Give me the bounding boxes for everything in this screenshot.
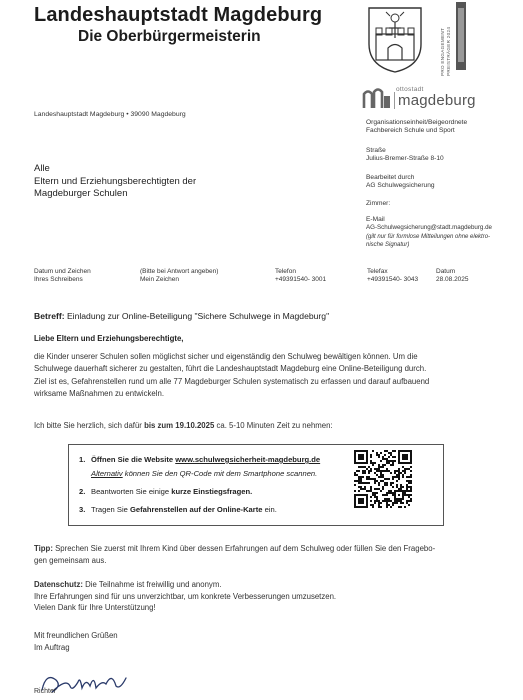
ref-label: Telefax (367, 268, 388, 275)
subject-label: Betreff: (34, 311, 65, 321)
request-line (34, 420, 496, 432)
city-crest-icon (366, 4, 424, 74)
closing-block (34, 630, 504, 653)
website-link[interactable]: www.schulwegsicherheit-magdeburg.de (175, 455, 321, 464)
date-value: 28.08.2025 (436, 276, 469, 284)
street-block (366, 147, 516, 164)
step-2 (79, 487, 252, 497)
ref-label: (Bitte bei Antwort angeben) (140, 268, 219, 275)
subject-text: Einladung zur Online-Beteiligung "Sichere Schulwege in Magdeburg" (64, 311, 330, 321)
step-text: können Sie den QR-Code mit dem Smartphone scannen. (122, 469, 318, 478)
ref-col-mine (140, 268, 218, 285)
thanks-text: Vielen Dank für Ihre Unterstützung! (34, 603, 156, 612)
instruction-box (68, 444, 444, 526)
prize-badge (440, 2, 470, 76)
email-note: (gilt nur für formlose Mitteilungen ohne elektro- (366, 233, 491, 240)
body-line: Schulwege dauerhaft sicherer zu gestalten, führt die Landeshauptstadt Magdeburg eine Online-Beteiligung durch. (34, 364, 427, 374)
recipient-line: Eltern und Erziehungsberechtigten der (34, 175, 197, 187)
step-text: Beantworten Sie einige (91, 487, 172, 496)
closing-line: Im Auftrag (34, 642, 70, 652)
email-block (366, 216, 516, 249)
ref-col-phone (275, 268, 326, 285)
alternative-label: Alternativ (91, 469, 123, 478)
tip-paragraph (34, 543, 504, 566)
step-text: ein. (262, 505, 277, 514)
page-title: Landeshauptstadt Magdeburg (34, 4, 323, 26)
room-label: Zimmer: (366, 200, 391, 207)
phone-value: +49391540- 3001 (275, 276, 327, 284)
body-line: wirksame Maßnahmen zu entwickeln. (34, 389, 164, 399)
handled-value: AG Schulwegsicherung (366, 182, 435, 190)
tip-text: Sprechen Sie zuerst mit Ihrem Kind über dessen Erfahrungen auf dem Schulweg oder füllen Sie den Fragebo- (52, 544, 436, 553)
prize-text-line: PREISTRÄGER 2024 (446, 26, 451, 76)
handled-block (366, 174, 516, 191)
email-value[interactable]: AG-Schulwegsicherung@stadt.magdeburg.de (366, 224, 492, 232)
step-number: 1. (79, 455, 86, 464)
recipient-address (34, 163, 196, 201)
tip-text: gen gemeinsam aus. (34, 555, 107, 565)
reference-row (34, 268, 504, 286)
step-text: Öffnen Sie die Website (91, 455, 176, 464)
closing-line: Mit freundlichen Grüßen (34, 631, 118, 640)
street-value: Julius-Bremer-Straße 8-10 (366, 155, 444, 163)
handled-label: Bearbeitet durch (366, 174, 415, 181)
ref-label: Ihres Schreibens (34, 276, 83, 284)
body-line: die Kinder unserer Schulen sollen möglichst sicher und eigenständig den Schulweg bewältigen können. Um die (34, 352, 418, 361)
recipient-line: Alle (34, 163, 50, 174)
request-text: Ich bitte Sie herzlich, sich dafür (34, 421, 145, 430)
step-bold-text: kurze Einstiegsfragen. (171, 487, 253, 496)
privacy-text: Ihre Erfahrungen sind für uns unverzichtbar, um konkrete Verbesserungen umzusetzen. (34, 591, 337, 601)
step-number: 2. (79, 487, 86, 496)
org-value: Fachbereich Schule und Sport (366, 127, 455, 135)
privacy-text: Die Teilnahme ist freiwillig und anonym. (82, 580, 222, 589)
step-number: 3. (79, 505, 86, 514)
request-text: ca. 5-10 Minuten Zeit zu nehmen: (214, 421, 333, 430)
ottostadt-logo-icon (362, 88, 392, 110)
privacy-paragraph (34, 579, 504, 614)
ref-col-fax (367, 268, 418, 285)
qr-code-icon[interactable] (354, 450, 412, 508)
body-line: Ziel ist es, Gefahrenstellen rund um alle 77 Magdeburger Schulen systematisch zu erfassen und darauf aufbauend (34, 376, 430, 386)
tip-label: Tipp: (34, 544, 53, 553)
body-paragraph (34, 351, 496, 401)
org-unit-block (366, 119, 516, 136)
prize-bar-inner (458, 8, 464, 62)
salutation: Liebe Eltern und Erziehungsberechtigte, (34, 334, 184, 343)
sender-line: Landeshauptstadt Magdeburg • 39090 Magdeburg (34, 111, 186, 118)
fax-value: +49391540- 3043 (367, 276, 419, 284)
email-label: E-Mail (366, 216, 385, 223)
subject-line (34, 311, 329, 321)
privacy-label: Datenschutz: (34, 580, 83, 589)
page-subtitle: Die Oberbürgermeisterin (78, 28, 261, 45)
signatory-name: Richter (34, 688, 57, 695)
recipient-line: Magdeburger Schulen (34, 188, 128, 199)
ref-col-date (436, 268, 469, 285)
logo-small-text: ottostadt (396, 86, 424, 93)
logo-big-text: magdeburg (394, 92, 476, 109)
ref-label: Mein Zeichen (140, 276, 180, 284)
deadline-date: bis zum 19.10.2025 (144, 421, 215, 430)
ref-label: Datum (436, 268, 456, 275)
email-note: nische Signatur) (366, 241, 410, 248)
step-1 (79, 455, 320, 465)
ref-label: Datum und Zeichen (34, 268, 91, 275)
step-1-alternative (79, 469, 317, 479)
org-label: Organisationseinheit/Beigeordnete (366, 119, 468, 126)
street-label: Straße (366, 147, 386, 154)
ref-label: Telefon (275, 268, 296, 275)
step-3 (79, 505, 277, 515)
step-bold-text: Gefahrenstellen auf der Online-Karte (129, 505, 263, 514)
prize-text-line: PRO ENGAGEMENT (440, 27, 445, 76)
step-text: Tragen Sie (91, 505, 130, 514)
ref-col-letter (34, 268, 91, 285)
